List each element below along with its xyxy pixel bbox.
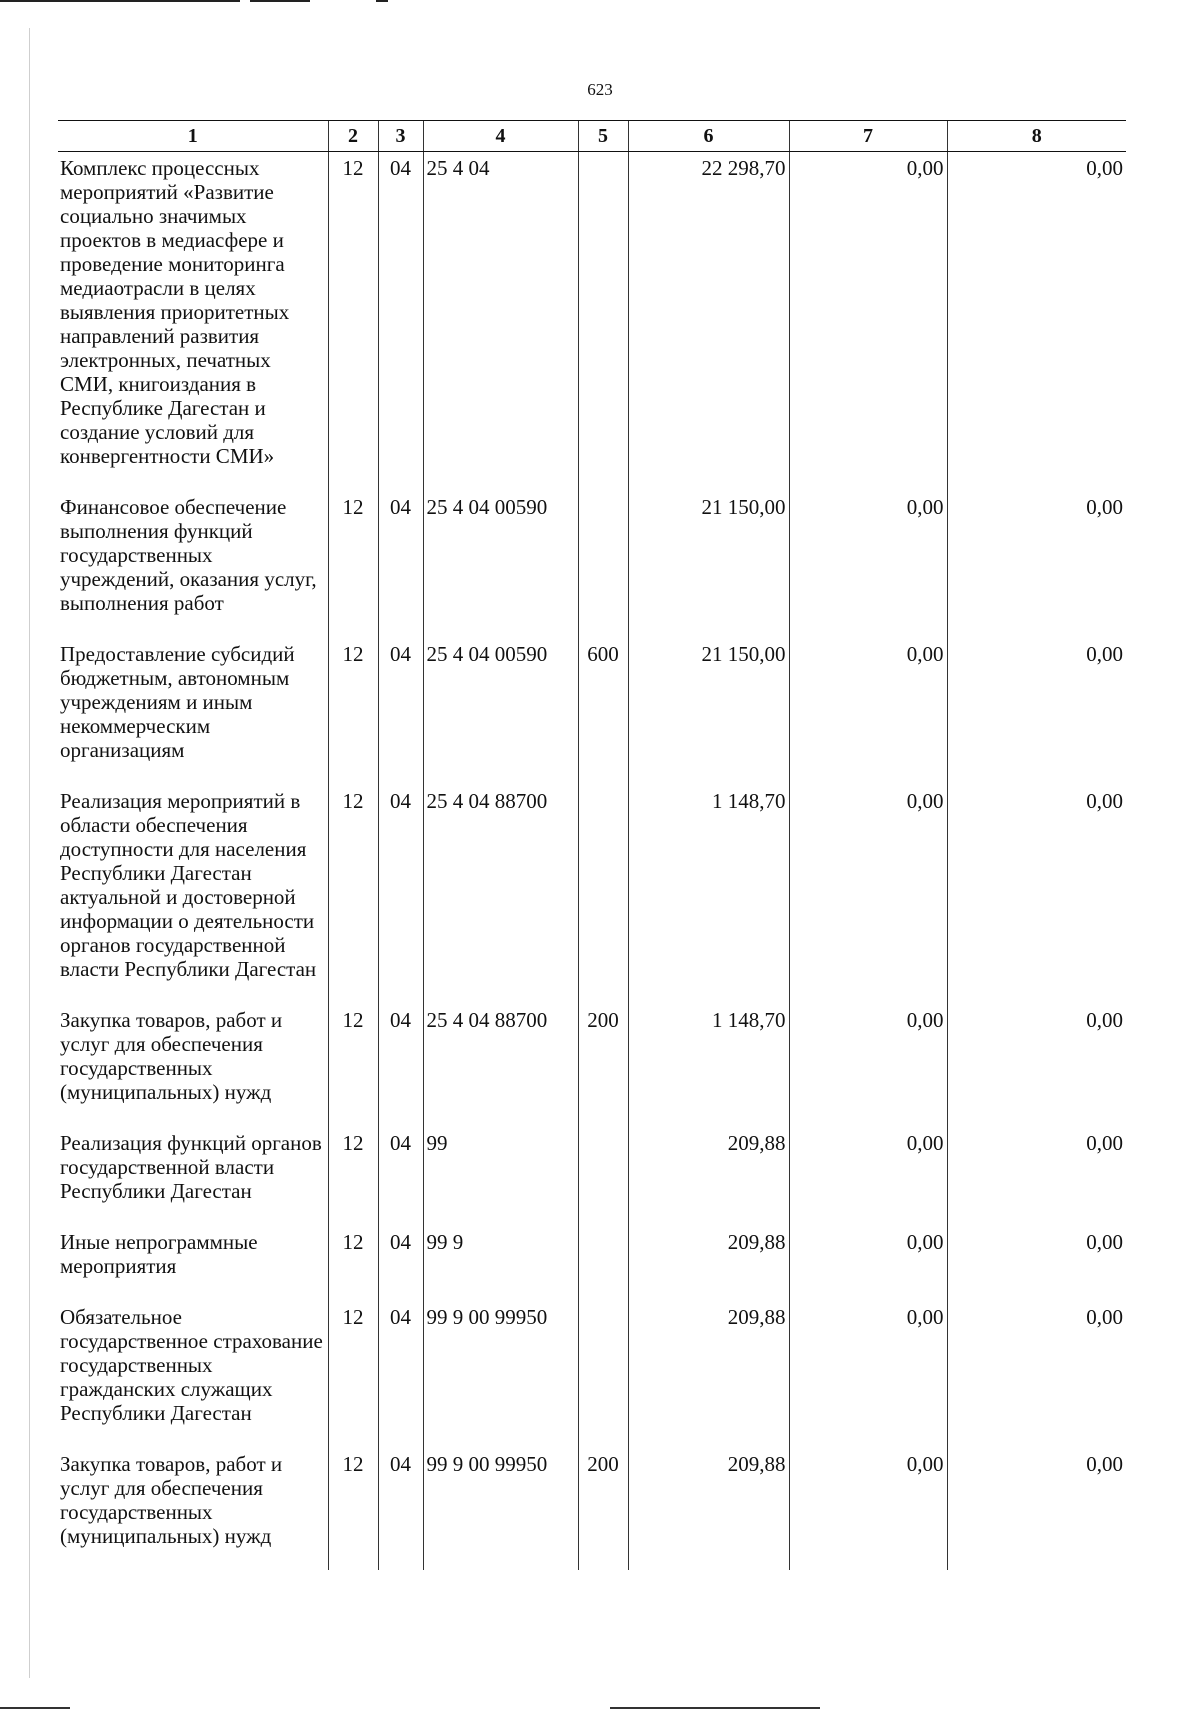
amount-col6: 209,88 [628, 1226, 789, 1301]
scan-edge-top-mid [250, 0, 310, 2]
row-name: Обязательное государственное страхование государственных гражданских служащих Республики Дагестан [60, 1305, 323, 1425]
subsection-code: 04 [378, 1301, 423, 1448]
amount-col7: 0,00 [789, 1127, 947, 1226]
scan-edge-top-left [0, 0, 240, 2]
amount-col8: 0,00 [947, 1226, 1126, 1301]
amount-col8: 0,00 [947, 1127, 1126, 1226]
expense-type-code [578, 785, 628, 1004]
amount-col6: 209,88 [628, 1448, 789, 1570]
table-header-row [58, 121, 1126, 152]
amount-col7: 0,00 [789, 785, 947, 1004]
target-article-code: 25 4 04 [423, 152, 578, 492]
expense-type-code: 200 [578, 1448, 628, 1570]
expense-type-code [578, 1226, 628, 1301]
target-article-code: 99 9 00 99950 [423, 1301, 578, 1448]
target-article-code: 25 4 04 88700 [423, 1004, 578, 1127]
column-header: 6 [628, 121, 789, 152]
section-code: 12 [328, 1004, 378, 1127]
amount-col8: 0,00 [947, 1301, 1126, 1448]
amount-col6: 1 148,70 [628, 1004, 789, 1127]
subsection-code: 04 [378, 152, 423, 492]
amount-col7: 0,00 [789, 1226, 947, 1301]
table-row [58, 638, 1126, 785]
amount-col6: 22 298,70 [628, 152, 789, 492]
subsection-code: 04 [378, 1448, 423, 1570]
subsection-code: 04 [378, 1004, 423, 1127]
amount-col6: 209,88 [628, 1127, 789, 1226]
budget-table [58, 120, 1126, 1570]
row-name: Закупка товаров, работ и услуг для обеспечения государственных (муниципальных) нужд [60, 1452, 283, 1548]
row-name: Комплекс процессных мероприятий «Развитие социально значимых проектов в медиасфере и проведение мониторинга медиаотрасли в целях выявления приоритетных направлений развития электронных, печатных СМИ, книгоиздания в Республике Дагестан и создание условий для конвергентности СМИ» [60, 156, 290, 468]
expense-type-code: 600 [578, 638, 628, 785]
amount-col6: 1 148,70 [628, 785, 789, 1004]
amount-col8: 0,00 [947, 1448, 1126, 1570]
section-code: 12 [328, 152, 378, 492]
row-name: Реализация функций органов государственной власти Республики Дагестан [60, 1131, 322, 1203]
subsection-code: 04 [378, 1226, 423, 1301]
amount-col6: 21 150,00 [628, 638, 789, 785]
section-code: 12 [328, 491, 378, 638]
subsection-code: 04 [378, 1127, 423, 1226]
section-code: 12 [328, 1301, 378, 1448]
page-number: 623 [587, 80, 613, 99]
target-article-code: 99 9 [423, 1226, 578, 1301]
column-header: 1 [58, 121, 328, 152]
row-name: Закупка товаров, работ и услуг для обеспечения государственных (муниципальных) нужд [60, 1008, 283, 1104]
section-code: 12 [328, 1127, 378, 1226]
amount-col8: 0,00 [947, 491, 1126, 638]
amount-col8: 0,00 [947, 638, 1126, 785]
table-row [58, 1127, 1126, 1226]
section-code: 12 [328, 638, 378, 785]
table-row [58, 1004, 1126, 1127]
table-row [58, 491, 1126, 638]
column-header: 4 [423, 121, 578, 152]
section-code: 12 [328, 1448, 378, 1570]
scan-edge-bottom-left [0, 1707, 70, 1709]
target-article-code: 25 4 04 88700 [423, 785, 578, 1004]
expense-type-code [578, 152, 628, 492]
target-article-code: 99 9 00 99950 [423, 1448, 578, 1570]
column-header: 7 [789, 121, 947, 152]
subsection-code: 04 [378, 638, 423, 785]
amount-col7: 0,00 [789, 1448, 947, 1570]
expense-type-code: 200 [578, 1004, 628, 1127]
target-article-code: 25 4 04 00590 [423, 638, 578, 785]
amount-col6: 209,88 [628, 1301, 789, 1448]
row-name: Финансовое обеспечение выполнения функций государственных учреждений, оказания услуг, выполнения работ [60, 495, 317, 615]
table-row [58, 1448, 1126, 1570]
amount-col7: 0,00 [789, 152, 947, 492]
row-name: Предоставление субсидий бюджетным, автономным учреждениям и иным некоммерческим организациям [60, 642, 295, 762]
expense-type-code [578, 491, 628, 638]
amount-col7: 0,00 [789, 1301, 947, 1448]
section-code: 12 [328, 1226, 378, 1301]
row-name: Иные непрограммные мероприятия [60, 1230, 258, 1278]
section-code: 12 [328, 785, 378, 1004]
scan-edge-bottom-right [610, 1707, 820, 1709]
column-header: 8 [947, 121, 1126, 152]
column-header: 2 [328, 121, 378, 152]
amount-col8: 0,00 [947, 1004, 1126, 1127]
subsection-code: 04 [378, 785, 423, 1004]
scan-edge-left [29, 28, 30, 1678]
amount-col7: 0,00 [789, 491, 947, 638]
row-name: Реализация мероприятий в области обеспечения доступности для населения Республики Дагестан актуальной и достоверной информации о деятельности органов государственной власти Республики Дагестан [60, 789, 317, 981]
subsection-code: 04 [378, 491, 423, 638]
expense-type-code [578, 1127, 628, 1226]
table-row [58, 1301, 1126, 1448]
target-article-code: 25 4 04 00590 [423, 491, 578, 638]
amount-col7: 0,00 [789, 638, 947, 785]
amount-col7: 0,00 [789, 1004, 947, 1127]
table-row [58, 152, 1126, 492]
amount-col6: 21 150,00 [628, 491, 789, 638]
expense-type-code [578, 1301, 628, 1448]
amount-col8: 0,00 [947, 152, 1126, 492]
scan-edge-top-right [376, 0, 388, 2]
target-article-code: 99 [423, 1127, 578, 1226]
amount-col8: 0,00 [947, 785, 1126, 1004]
table-row [58, 785, 1126, 1004]
table-row [58, 1226, 1126, 1301]
column-header: 5 [578, 121, 628, 152]
column-header: 3 [378, 121, 423, 152]
